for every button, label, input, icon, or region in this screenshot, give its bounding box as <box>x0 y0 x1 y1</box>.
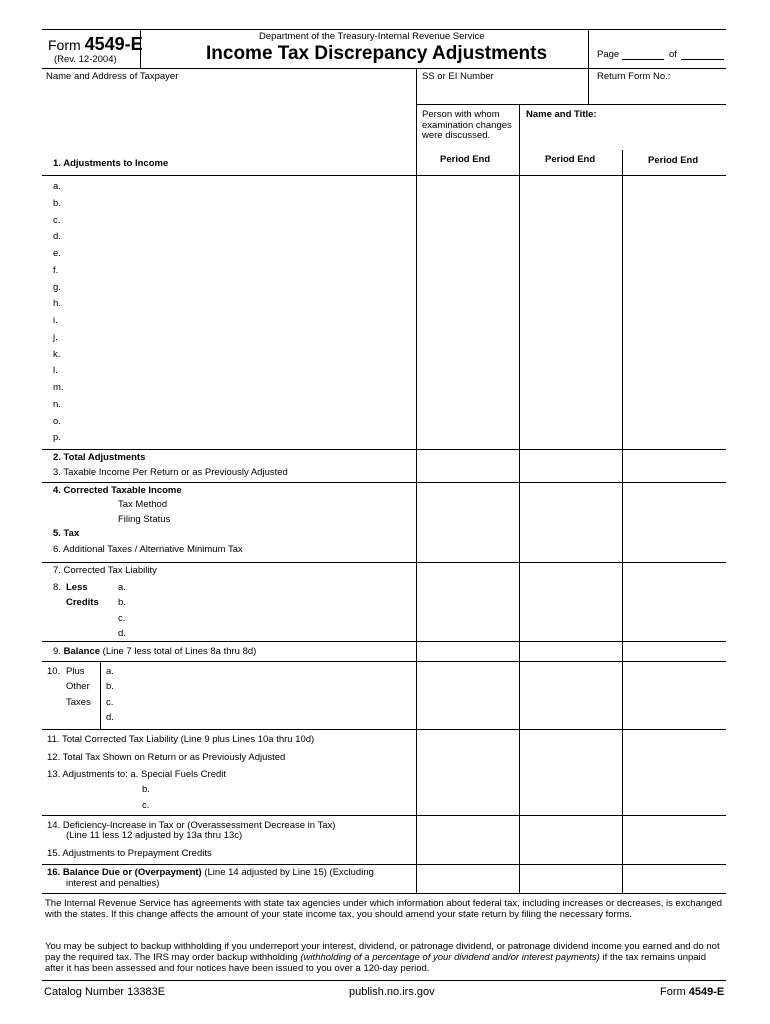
line8-number: 8. <box>53 582 61 593</box>
rule-after-line3 <box>42 482 726 483</box>
rule-after-line9 <box>42 661 726 662</box>
line1-item-label: k. <box>53 349 61 360</box>
rule-after-line16 <box>42 893 726 894</box>
line6-label: 6. Additional Taxes / Alternative Minimum Tax <box>53 544 243 555</box>
backup-withholding-notice <box>45 941 725 974</box>
form-number: 4549-E <box>84 34 143 54</box>
page-label: Page <box>597 49 620 60</box>
line1-item-label: d. <box>53 231 61 242</box>
line14-label: 14. Deficiency-Increase in Tax or (Overassessment Decrease in Tax) <box>47 820 336 831</box>
line9-rest: (Line 7 less total of Lines 8a thru 8d) <box>100 646 257 657</box>
footer-form-label <box>660 987 724 998</box>
line9-bold: Balance <box>63 646 101 657</box>
line1-item-label: g. <box>53 282 61 293</box>
line11-label: 11. Total Corrected Tax Liability (Line 9 plus Lines 10a thru 10d) <box>47 734 315 745</box>
line10a-label: a. <box>106 666 114 677</box>
line10-taxes: Taxes <box>66 697 91 708</box>
line1-item-label: n. <box>53 399 61 410</box>
department-name: Department of the Treasury-Internal Revenue Service <box>259 31 485 42</box>
line8-less: Less <box>66 582 88 593</box>
line1-item-label: m. <box>53 382 64 393</box>
line10d-label: d. <box>106 712 114 723</box>
line16-number: 16. <box>47 867 61 878</box>
header-divider-right <box>588 29 589 68</box>
rule-before-line16 <box>42 864 726 865</box>
line8-credits: Credits <box>66 597 99 608</box>
line1-item-label: b. <box>53 198 61 209</box>
line1-item-label: p. <box>53 432 61 443</box>
line16-rest: (Line 14 adjusted by Line 15) (Excluding <box>201 867 374 878</box>
line4-filing-status: Filing Status <box>118 514 171 525</box>
line9-label <box>53 647 256 657</box>
rule-after-line1 <box>42 449 726 450</box>
publish-website: publish.no.irs.gov <box>349 986 435 998</box>
person-discussed-label: Person with whom examination changes were discussed. <box>422 109 512 141</box>
column-divider-2 <box>519 104 520 893</box>
line1-item-label: j. <box>53 332 58 343</box>
footer-form-number: 4549-E <box>688 986 725 998</box>
line13b-label: b. <box>142 784 150 795</box>
period-end-header-1: Period End <box>440 154 491 165</box>
line13-label: 13. Adjustments to: a. Special Fuels Credit <box>47 769 227 780</box>
backup-withholding-italic: (withholding of a percentage of your dividend and/or interest payments) <box>300 952 600 963</box>
period-end-header-2: Period End <box>545 154 596 165</box>
line16-bold: Balance Due or (Overpayment) <box>62 867 202 878</box>
line1-item-label: h. <box>53 298 61 309</box>
line10-number: 10. <box>47 666 61 677</box>
ssn-label: SS or EI Number <box>422 71 494 82</box>
line1-item-label: l. <box>53 365 58 376</box>
state-agreement-notice: The Internal Revenue Service has agreements with state tax agencies under which information about federal tax, including increases or decreases, is exchanged with the states. If this change affects the amount of your state income tax, you should amend your state return by filing the necessary forms. <box>45 898 722 920</box>
line12-label: 12. Total Tax Shown on Return or as Previously Adjusted <box>47 752 286 763</box>
line14-sublabel: (Line 11 less 12 adjusted by 13a thru 13c) <box>66 830 243 841</box>
name-address-field[interactable] <box>43 86 415 150</box>
line1-item-label: c. <box>53 215 61 226</box>
rule-after-line10 <box>42 729 726 730</box>
line1-label: 1. Adjustments to Income <box>53 158 169 169</box>
line9-number: 9. <box>53 646 61 657</box>
line8d-label: d. <box>118 628 126 639</box>
of-label: of <box>669 49 677 60</box>
rule-after-line8 <box>42 641 726 642</box>
name-title-label: Name and Title: <box>526 109 597 120</box>
line1-item-label: e. <box>53 248 61 259</box>
line3-label: 3. Taxable Income Per Return or as Previously Adjusted <box>53 467 288 478</box>
top-border <box>42 29 726 30</box>
line10c-label: c. <box>106 697 114 708</box>
form-word: Form <box>48 37 81 53</box>
line10b-label: b. <box>106 681 114 692</box>
person-row-rule <box>416 104 726 105</box>
columns-header-rule <box>42 175 726 176</box>
line10-other: Other <box>66 681 90 692</box>
line10-plus: Plus <box>66 666 85 677</box>
line5-label: 5. Tax <box>53 528 80 539</box>
line15-label: 15. Adjustments to Prepayment Credits <box>47 848 212 859</box>
line4-tax-method: Tax Method <box>118 499 168 510</box>
footer-form-word: Form <box>660 986 686 998</box>
line4-label: 4. Corrected Taxable Income <box>53 485 182 496</box>
form-label <box>48 35 143 53</box>
line1-item-label: i. <box>53 315 58 326</box>
footer-rule <box>42 980 726 981</box>
form-title: Income Tax Discrepancy Adjustments <box>206 43 548 64</box>
rule-after-line6 <box>42 562 726 563</box>
backup-withholding-text-b: if the tax remains unpaid after it has been assessed and four notices have been issued to you over a 120-day period. <box>45 952 707 974</box>
line7-label: 7. Corrected Tax Liability <box>53 565 157 576</box>
return-form-label: Return Form No.: <box>597 71 671 82</box>
catalog-number: Catalog Number 13383E <box>44 986 166 998</box>
line8c-label: c. <box>118 613 126 624</box>
line2-label: 2. Total Adjustments <box>53 452 146 463</box>
line13c-label: c. <box>142 800 150 811</box>
column-divider-1 <box>416 68 417 893</box>
line8b-label: b. <box>118 597 126 608</box>
backup-withholding-text-a: You may be subject to backup withholding if you underreport your interest, dividend, or patronage dividend, or patronage dividend income you earned and do not pay the required tax. The IRS may order backup withholding <box>45 941 720 963</box>
line1-item-label: o. <box>53 416 61 427</box>
line16-label <box>47 868 374 878</box>
return-form-divider <box>588 68 589 105</box>
line1-item-label: a. <box>53 181 61 192</box>
total-pages-field[interactable] <box>681 59 724 60</box>
period-end-header-3: Period End <box>648 155 699 166</box>
line8a-label: a. <box>118 582 126 593</box>
rule-after-line13 <box>42 815 726 816</box>
line1-item-label: f. <box>53 265 59 276</box>
name-address-label: Name and Address of Taxpayer <box>46 71 179 82</box>
revision-date: (Rev. 12-2004) <box>54 54 117 65</box>
line10-bracket-divider <box>100 661 101 729</box>
page-number-field[interactable] <box>622 59 664 60</box>
line16-sublabel: interest and penalties) <box>66 878 160 889</box>
header-bottom-rule <box>42 68 726 69</box>
column-divider-3 <box>622 150 623 893</box>
